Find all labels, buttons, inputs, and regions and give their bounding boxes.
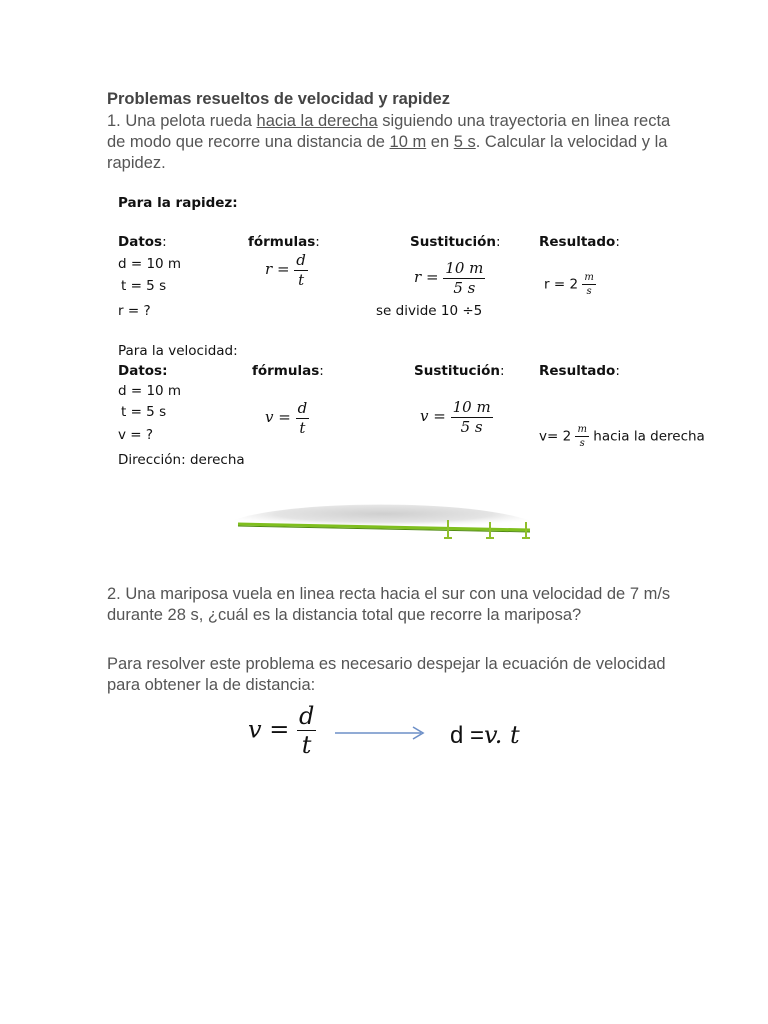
rapidez-dato-incognita: r = ? (118, 303, 151, 319)
underlined-time: 5 s (453, 133, 476, 151)
rapidez-formulas-header: fórmulas: (248, 234, 320, 250)
rapidez-nota-division: se divide 10 ÷5 (376, 303, 483, 319)
rapidez-sustitucion: r = $\frac{10 m}{5 s}$ (414, 259, 484, 297)
velocity-equation: v = $\frac{d}{t}$ (248, 702, 315, 760)
velocidad-formulas-header: fórmulas: (252, 363, 324, 379)
problem-1-part: siguiendo una trayectoria en linea recta de modo que recorre una distancia de (107, 112, 671, 151)
problem-1-part: 1. Una pelota rueda (107, 112, 257, 130)
distance-equation: d =v. t (450, 721, 520, 749)
rapidez-formula: r = $\frac{d}{t}$ (265, 251, 306, 289)
problem-1-part: . Calcular la velocidad y la rapidez. (107, 133, 668, 172)
rapidez-dato-tiempo: t = 5 s (121, 278, 167, 294)
velocidad-dato-distancia: d = 10 m (118, 383, 182, 399)
rapidez-resultado: r = 2 $\frac{m}{s}$ (544, 272, 594, 297)
problem-1-text (107, 111, 687, 174)
rapidez-datos-header: Datos: (118, 234, 167, 250)
ramp-illustration (230, 496, 540, 546)
velocidad-sustitucion-header: Sustitución: (414, 363, 505, 379)
rapidez-heading: Para la rapidez: (118, 195, 238, 211)
velocidad-dato-tiempo: t = 5 s (121, 404, 167, 420)
right-arrow-icon (335, 724, 427, 742)
velocidad-direccion: Dirección: derecha (118, 452, 245, 468)
rapidez-dato-distancia: d = 10 m (118, 256, 182, 272)
underlined-distance: 10 m (389, 133, 427, 151)
problem-1-part: en (426, 133, 454, 151)
problem-2-explanation: Para resolver este problema es necesario despejar la ecuación de velocidad para obtener la de distancia: (107, 655, 666, 694)
rapidez-sustitucion-header: Sustitución: (410, 234, 501, 250)
velocidad-datos-header: Datos: (118, 363, 168, 379)
rapidez-resultado-header: Resultado: (539, 234, 620, 250)
velocidad-resultado: v= 2 $\frac{m}{s}$ hacia la derecha (539, 424, 705, 449)
velocidad-heading: Para la velocidad: (118, 343, 238, 359)
velocidad-dato-incognita: v = ? (118, 427, 154, 443)
velocidad-sustitucion: v = $\frac{10 m}{5 s}$ (420, 398, 491, 436)
velocidad-formula: v = $\frac{d}{t}$ (265, 399, 308, 437)
underlined-direction: hacia la derecha (256, 112, 378, 130)
document-title: Problemas resueltos de velocidad y rapidez (107, 90, 450, 108)
velocidad-resultado-header: Resultado: (539, 363, 620, 379)
problem-2-text: 2. Una mariposa vuela en linea recta hacia el sur con una velocidad de 7 m/s durante 28 s, ¿cuál es la distancia total que recorre la mariposa? (107, 585, 671, 624)
